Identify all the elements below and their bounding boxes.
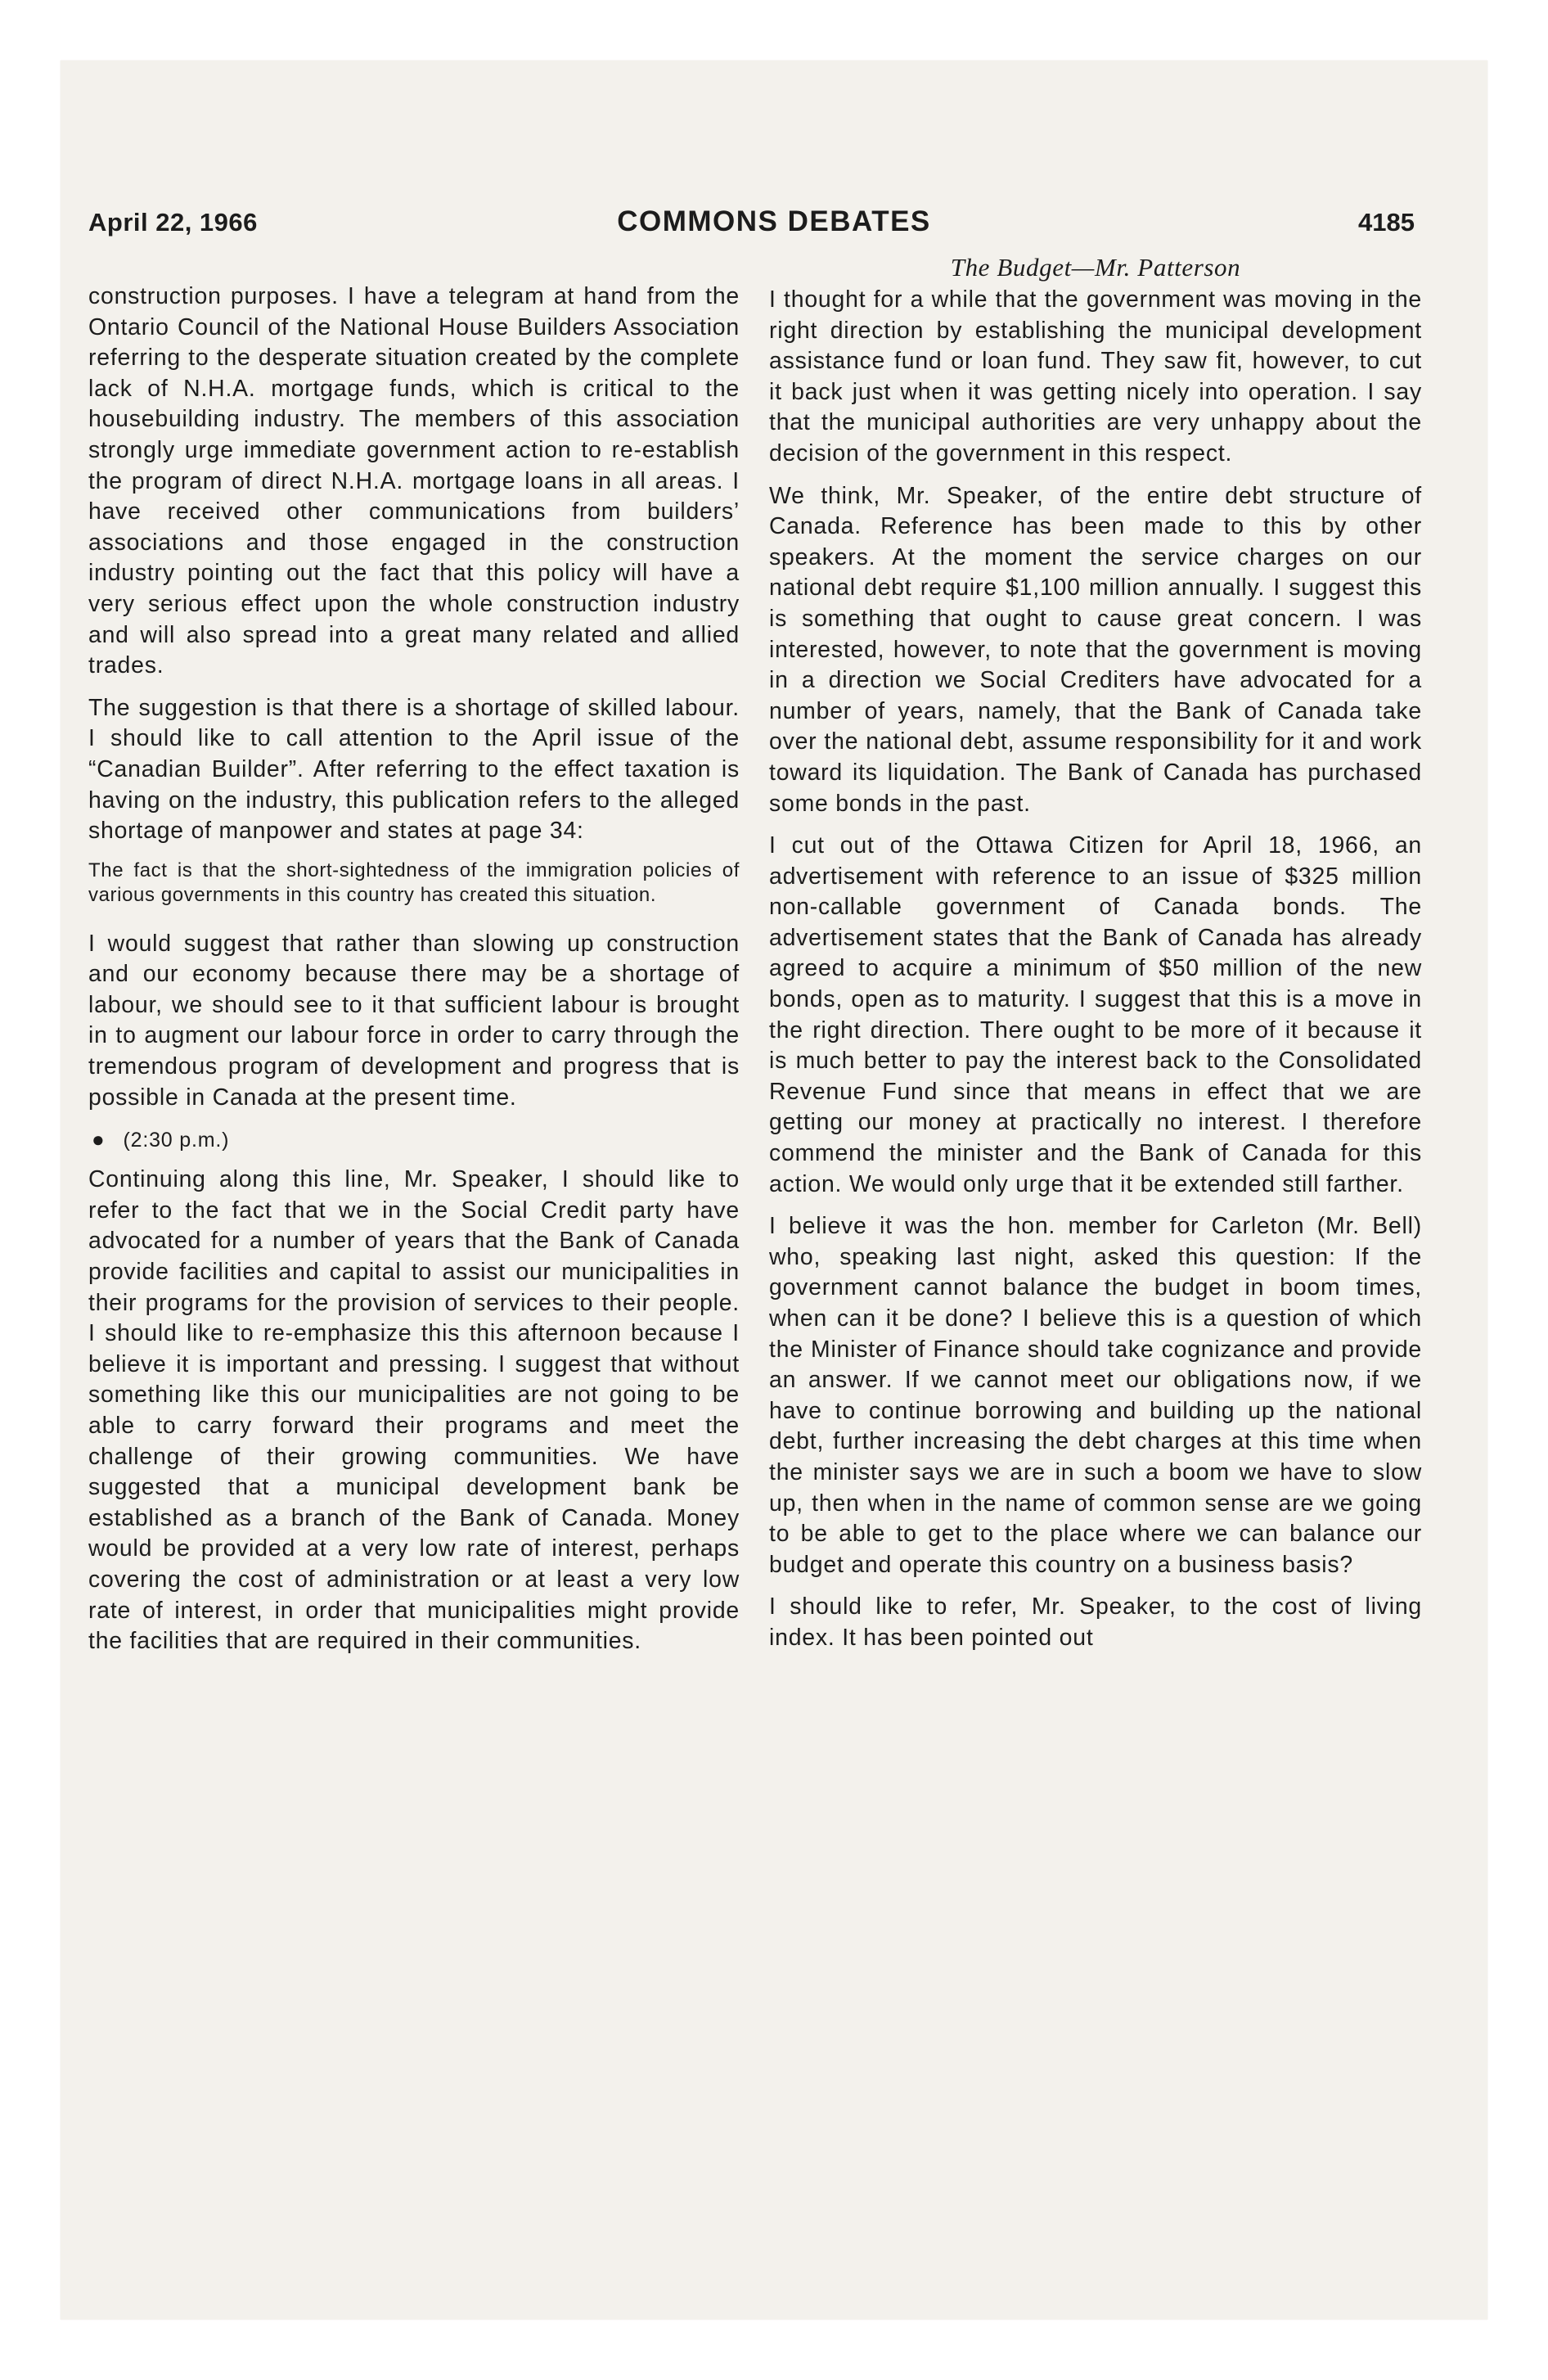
page-date: April 22, 1966 bbox=[88, 208, 258, 237]
paragraph: I believe it was the hon. member for Carleton (Mr. Bell) who, speaking last night, asked this question: If the government cannot balance the budget in boom times, when can it be done? I believe this is a question of which the Minister of Finance should take cognizance and provide an answer. If we cannot meet our obligations now, if we have to continue borrowing and building up the national debt, further increasing the debt charges at this time when the minister says we are in such a boom we have to slow up, then when in the name of common sense are we going to be able to get to the place where we can balance our budget and operate this country on a business basis? bbox=[769, 1213, 1422, 1578]
time-marker-text: (2:30 p.m.) bbox=[123, 1129, 230, 1152]
paragraph: Continuing along this line, Mr. Speaker, I should like to refer to the fact that we in the Social Credit party have advocated for a number of years that the Bank of Canada provide facilities and capital to assist our municipalities in their programs for the provision of services to their people. I should like to re-emphasize this this afternoon because I believe it is important and pressing. I suggest that without something like this our municipalities are not going to be able to carry forward their programs and meet the challenge of their growing communities. We have suggested that a municipal development bank be established as a branch of the Bank of Canada. Money would be provided at a very low rate of interest, perhaps covering the cost of administration or at least a very low rate of interest, in order that municipalities might provide the facilities that are required in their communities. bbox=[88, 1166, 740, 1655]
paragraph: We think, Mr. Speaker, of the entire debt structure of Canada. Reference has been made to this by other speakers. At the moment the service charges on our national debt require $1,100 million annually. I suggest this is something that ought to cause great concern. I was interested, however, to note that the government is moving in a direction we Social Crediters have advocated for a number of years, namely, that the Bank of Canada take over the national debt, assume responsibility for it and work toward its liquidation. The Bank of Canada has purchased some bonds in the past. bbox=[769, 482, 1422, 817]
page-title: COMMONS DEBATES bbox=[617, 205, 931, 237]
block-quote: The fact is that the short-sightedness of the immigration policies of various governments in this country has created this situation. bbox=[88, 859, 740, 906]
paragraph: The suggestion is that there is a shortage of skilled labour. I should like to call attention to the April issue of the “Canadian Builder”. After referring to the effect taxation is having on the industry, this publication refers to the alleged shortage of manpower and states at page 34: bbox=[88, 694, 740, 845]
paragraph: construction purposes. I have a telegram at hand from the Ontario Council of the National House Builders Association referring to the desperate situation created by the complete lack of N.H.A. mortgage funds, which is critical to the housebuilding industry. The members of this association strongly urge immediate government action to re-establish the program of direct N.H.A. mortgage loans in all areas. I have received other communications from builders’ associations and those engaged in the construction industry pointing out the fact that this policy will have a very serious effect upon the whole construction industry and will also spread into a great many related and allied trades. bbox=[88, 283, 740, 679]
right-column bbox=[769, 252, 1422, 1666]
paragraph: I cut out of the Ottawa Citizen for April 18, 1966, an advertisement with reference to an issue of $325 million non-callable government of Canada bonds. The advertisement states that the Bank of Canada has already agreed to acquire a minimum of $50 million of the new bonds, open as to maturity. I suggest that this is a move in the right direction. There ought to be more of it because it is much better to pay the interest back to the Consolidated Revenue Fund since that means in effect that we are getting our money at practically no interest. I therefore commend the minister and the Bank of Canada for this action. We would only urge that it be extended still farther. bbox=[769, 832, 1422, 1197]
paragraph: I thought for a while that the government was moving in the right direction by establishing the municipal development assistance fund or loan fund. They saw fit, however, to cut it back just when it was getting nicely into operation. I say that the municipal authorities are very unhappy about the decision of the government in this respect. bbox=[769, 286, 1422, 467]
page-number: 4185 bbox=[1358, 208, 1415, 237]
running-head: The Budget—Mr. Patterson bbox=[950, 253, 1241, 282]
paragraph: I would suggest that rather than slowing up construction and our economy because there may be a shortage of labour, we should see to it that sufficient labour is brought in to augment our labour force in order to carry through the tremendous program of development and progress that is possible in Canada at the present time. bbox=[88, 930, 740, 1111]
time-marker bbox=[92, 1125, 740, 1155]
bullet-icon: ● bbox=[92, 1127, 106, 1152]
paragraph: I should like to refer, Mr. Speaker, to the cost of living index. It has been pointed out bbox=[769, 1593, 1422, 1651]
left-column bbox=[88, 282, 740, 1669]
